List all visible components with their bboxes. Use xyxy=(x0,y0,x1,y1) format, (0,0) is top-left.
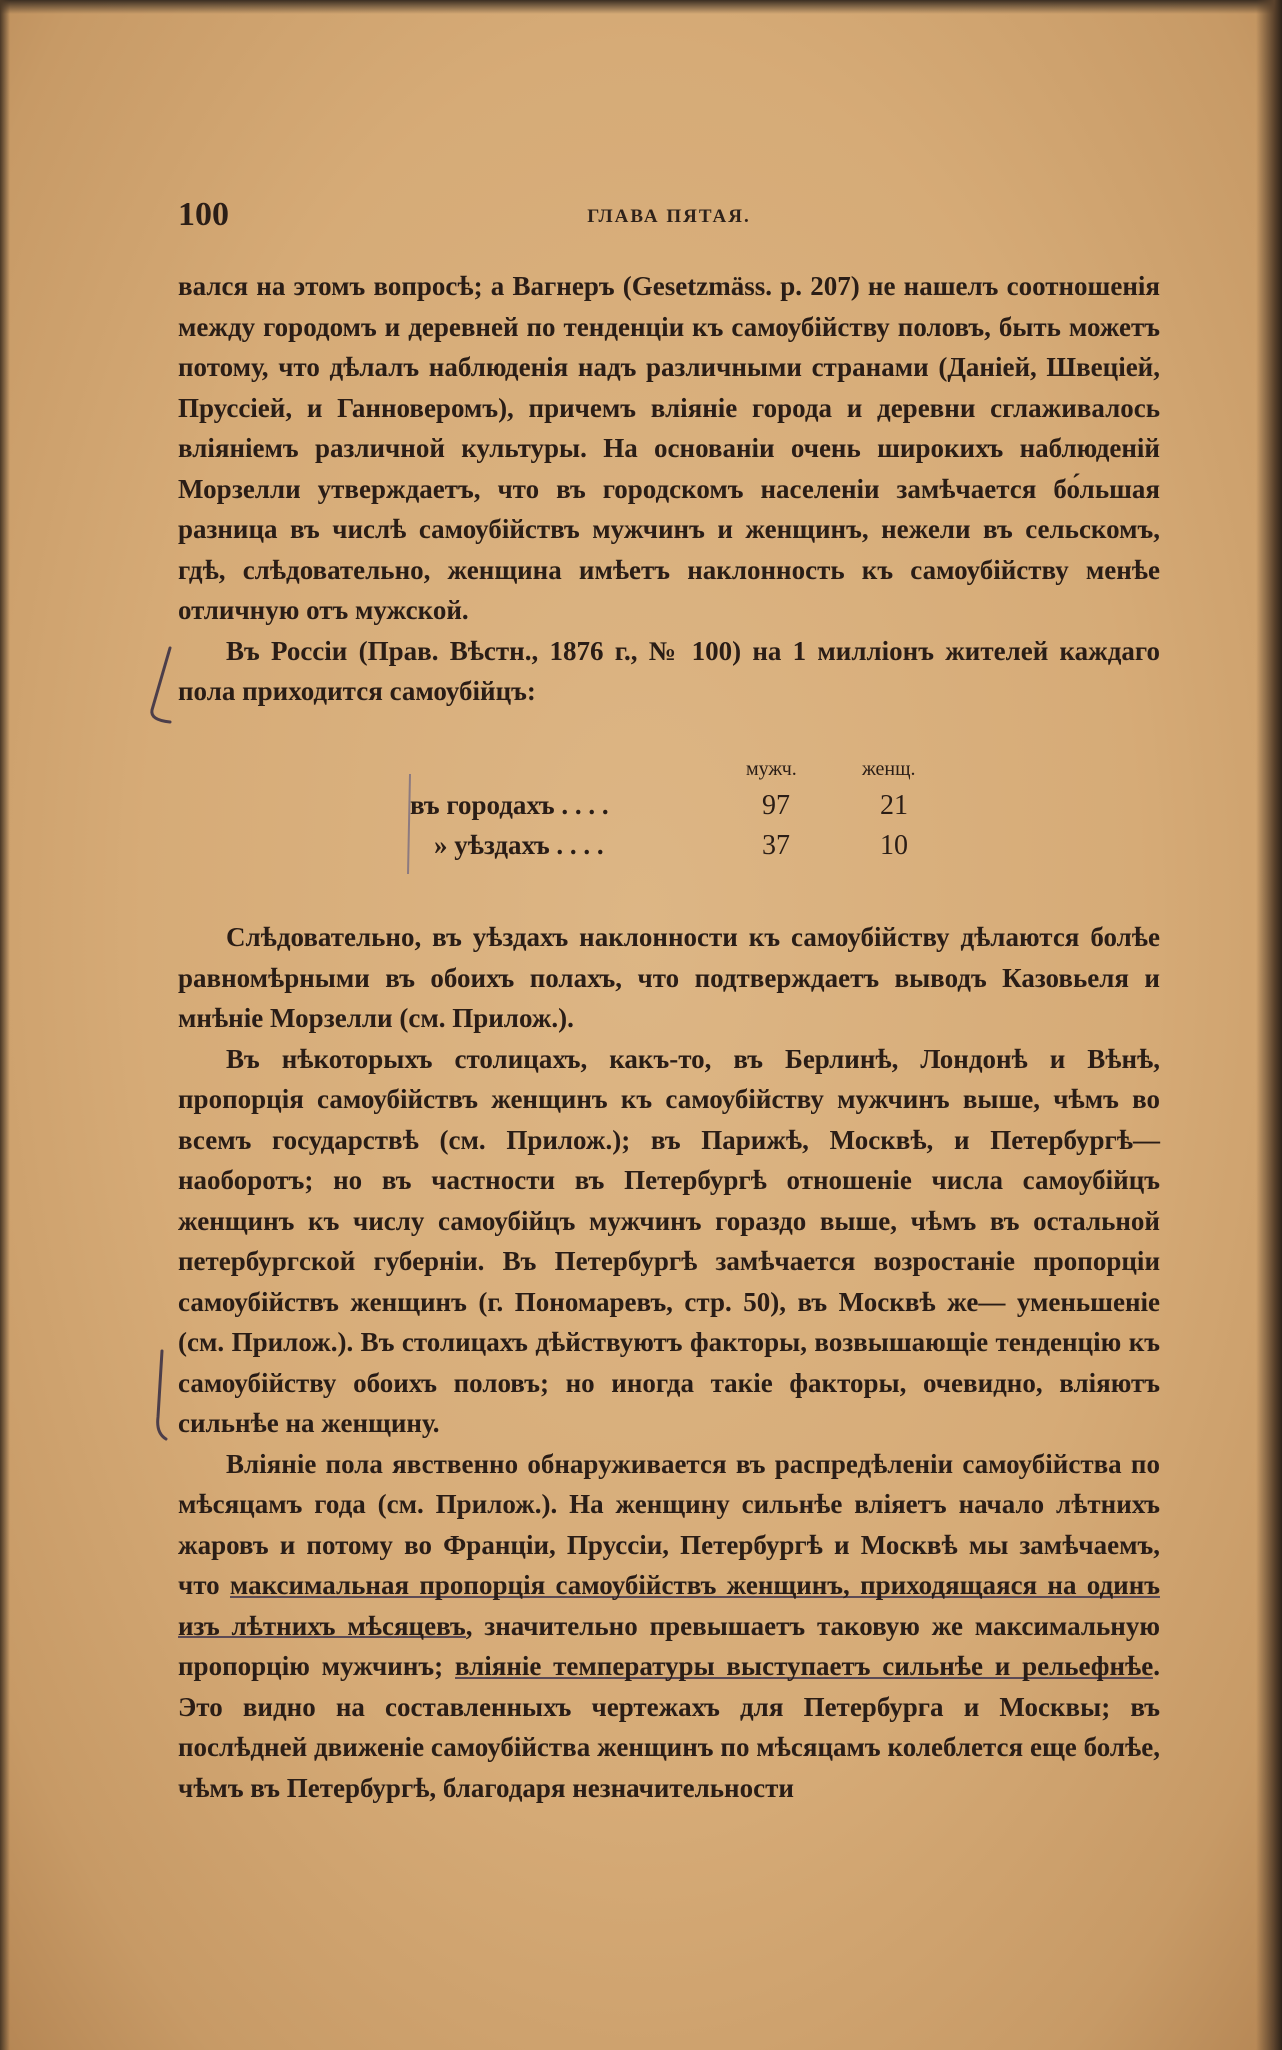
paragraph-3: Слѣдовательно, въ уѣздахъ наклонности къ самоубійству дѣлаются болѣе равномѣрными въ обоихъ полахъ, что подтверждаетъ выводъ Казовьеля и мнѣніе Морзелли (см. Прилож.). xyxy=(178,922,1160,1033)
paragraph-5-part-b: , значительно превышаетъ таковую же максимальную пропорцію мужчинъ; xyxy=(178,1610,1160,1681)
page-header xyxy=(178,196,1160,236)
paragraph-1: вался на этомъ вопросѣ; а Вагнеръ (Gesetzmäss. p. 207) не нашелъ соотношенія между городомъ и деревней по тенденціи къ самоубійству половъ, быть можетъ потому, что дѣлалъ наблюденія надъ различными странами (Даніей, Швеціей, Пруссіей, и Ганноверомъ), причемъ вліяніе города и деревни сглаживалось вліяніемъ различной культуры. На основаніи очень широкихъ наблюденій Морзелли утверждаетъ, что въ городскомъ населеніи замѣчается бо́льшая разница въ числѣ самоубійствъ мужчинъ и женщинъ, нежели въ сельскомъ, гдѣ, слѣдовательно, женщина имѣетъ наклонность къ самоубійству менѣе отличную отъ мужской. xyxy=(178,271,1160,625)
suicide-table xyxy=(410,758,970,878)
paragraph-2: Въ Россіи (Прав. Вѣстн., 1876 г., № 100) на 1 милліонъ жителей каждаго пола приходится самоубійцъ: xyxy=(178,635,1160,706)
underlined-phrase-2: вліяніе температуры выступаетъ сильнѣе и рельефнѣе xyxy=(454,1651,1154,1681)
page-number: 100 xyxy=(178,196,229,233)
paragraph-5-part-a: Вліяніе пола явственно обнаруживается въ распредѣленіи самоубійства по мѣсяцамъ года (см. Прилож.). На женщину сильнѣе вліяетъ начало лѣтнихъ жаровъ и потому во Франціи, Пруссіи, Петербургѣ и Москвѣ мы замѣчаемъ, что xyxy=(178,1448,1160,1600)
paragraph-4: Въ нѣкоторыхъ столицахъ, какъ-то, въ Берлинѣ, Лондонѣ и Вѣнѣ, пропорція самоубійствъ женщинъ къ самоубійству мужчинъ выше, чѣмъ во всемъ государствѣ (см. Прилож.); въ Парижѣ, Москвѣ, и Петербургѣ— наоборотъ; но въ частности въ Петербургѣ отношеніе числа самоубійцъ женщинъ къ числу самоубійцъ мужчинъ гораздо выше, чѣмъ въ остальной петербургской губерніи. Въ Петербургѣ замѣчается возростаніе пропорціи самоубійствъ женщинъ (г. Пономаревъ, стр. 50), въ Москвѣ же— уменьшеніе (см. Прилож.). Въ столицахъ дѣйствуютъ факторы, возвышающіе тенденцію къ самоубійству обоихъ половъ; но иногда такіе факторы, очевидно, вліяютъ сильнѣе на женщину. xyxy=(178,1043,1160,1438)
page-edge-shadow xyxy=(0,0,10,2050)
row-label: » уѣздахъ . . . . xyxy=(434,830,604,860)
column-header-female: женщ. xyxy=(862,758,916,780)
underlined-phrase-1: максимальная пропорція самоубійствъ женщинъ, приходящаяся на одинъ изъ лѣтнихъ мѣсяцевъ xyxy=(178,1570,1160,1641)
paragraph-5-part-c: . Это видно на составленныхъ чертежахъ для Петербурга и Москвы; въ послѣдней движеніе самоубійства женщинъ по мѣсяцамъ колеблется еще болѣе, чѣмъ въ Петербургѣ, благодаря незначительности xyxy=(178,1651,1160,1803)
pencil-margin-mark xyxy=(140,1345,180,1445)
paragraph-5 xyxy=(178,1444,1160,1809)
column-header-male: мужч. xyxy=(746,758,797,780)
value-male: 97 xyxy=(762,790,790,821)
value-male: 37 xyxy=(762,830,790,861)
table-row xyxy=(410,830,970,870)
row-label: въ городахъ . . . . xyxy=(410,790,609,820)
running-head: ГЛАВА ПЯТАЯ. xyxy=(587,206,751,227)
value-female: 21 xyxy=(880,790,908,821)
text-block-top xyxy=(178,266,1160,712)
table-row xyxy=(410,790,970,830)
value-female: 10 xyxy=(880,830,908,861)
text-block-bottom xyxy=(178,917,1160,1808)
